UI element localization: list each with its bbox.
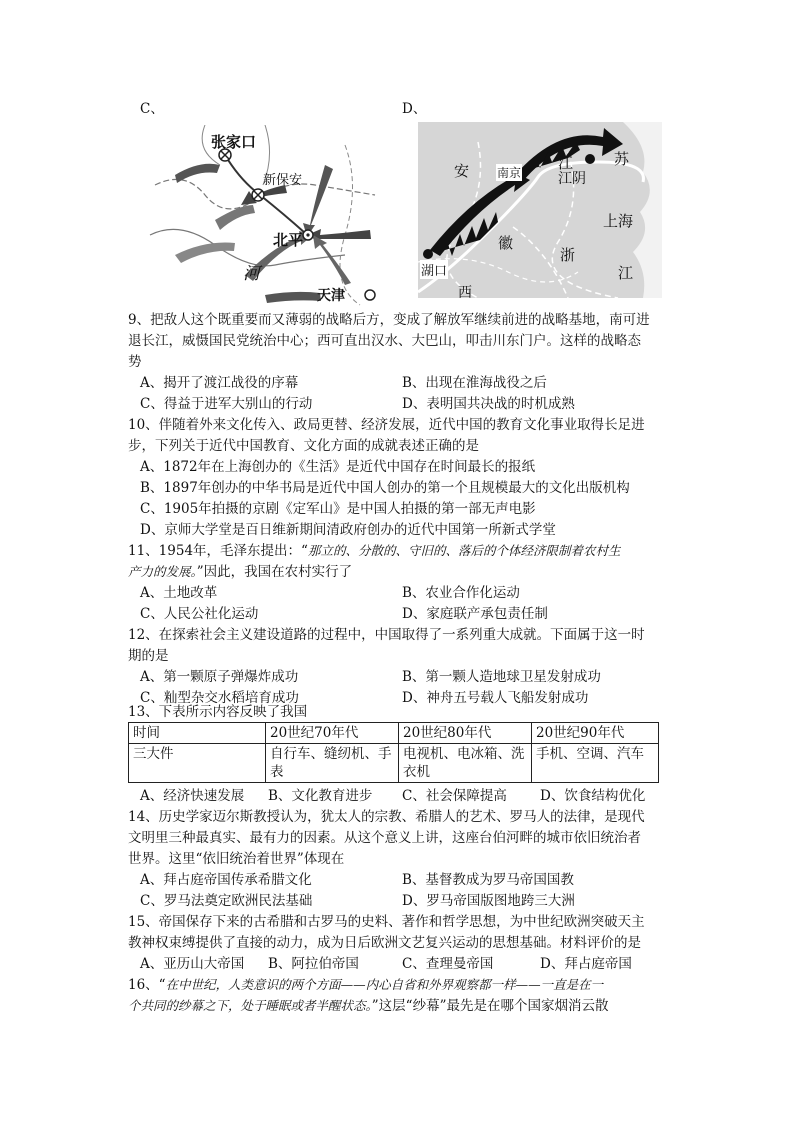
q10-option-d: D、京师大学堂是百日维新期间清政府创办的近代中国第一所新式学堂 xyxy=(140,522,556,538)
q14-line-1: 14、历史学家迈尔斯教授认为，犹太人的宗教、希腊人的艺术、罗马人的法律，是现代 xyxy=(128,809,645,825)
table-head-cell: 时间 xyxy=(129,723,266,744)
q12-option-d: D、神舟五号载人飞船发射成功 xyxy=(402,690,589,706)
table-cell: 电视机、电冰箱、洗衣机 xyxy=(399,744,532,783)
map-label-jiangyin: 江阴 xyxy=(558,171,586,187)
q11-option-c: C、人民公社化运动 xyxy=(140,606,259,622)
table-cell: 自行车、缝纫机、手表 xyxy=(266,744,399,783)
map-label-zhe: 浙 xyxy=(560,246,576,264)
table-cell: 手机、空调、汽车 xyxy=(532,744,659,783)
q15-line-1: 15、帝国保存下来的古希腊和古罗马的史料、著作和哲学思想，为中世纪欧洲突破天主 xyxy=(128,914,645,930)
q11-suffix: ”因此，我国在农村实行了 xyxy=(196,564,353,580)
map-dujiang xyxy=(418,122,662,301)
map-label-he: 河 xyxy=(243,264,260,284)
q13-option-c: C、社会保障提高 xyxy=(402,788,507,804)
q12-option-c: C、籼型杂交水稻培育成功 xyxy=(140,690,299,706)
q13-stem: 13、下表所示内容反映了我国 xyxy=(128,704,308,720)
q15-option-c: C、查理曼帝国 xyxy=(402,956,494,972)
q13-option-b: B、文化教育进步 xyxy=(268,788,373,804)
q10-line-2: 步，下列关于近代中国教育、文化方面的成就表述正确的是 xyxy=(128,438,479,454)
q16-quote-1: 在中世纪，人类意识的两个方面——内心自省和外界观察都一样——一直是在一 xyxy=(165,977,604,992)
q10-option-a: A、1872年在上海创办的《生活》是近代中国存在时间最长的报纸 xyxy=(140,459,536,475)
option-c-label: C、 xyxy=(140,101,164,117)
q9-line-1: 9、把敌人这个既重要而又薄弱的战略后方，变成了解放军继续前进的战略基地，南可进 xyxy=(128,312,650,328)
q16-line-1 xyxy=(128,976,668,994)
map-label-tianjin: 天津 xyxy=(317,288,345,304)
table-cell: 三大件 xyxy=(129,744,266,783)
q10-option-c: C、1905年拍摄的京剧《定军山》是中国人拍摄的第一部无声电影 xyxy=(140,501,536,517)
q13-option-d: D、饮食结构优化 xyxy=(540,788,646,804)
q10-option-b: B、1897年创办的中华书局是近代中国人创办的第一个且规模最大的文化出版机构 xyxy=(140,480,630,496)
q15-option-a: A、亚历山大帝国 xyxy=(140,956,245,972)
q15-option-b: B、阿拉伯帝国 xyxy=(268,956,359,972)
map-label-shanghai: 上海 xyxy=(603,212,634,230)
q15-line-2: 教神权束缚提供了直接的动力，成为日后欧洲文艺复兴运动的思想基础。材料评价的是 xyxy=(128,935,641,951)
option-d-label: D、 xyxy=(402,101,427,117)
q9-line-3: 势 xyxy=(128,354,142,370)
map-label-nanjing: 南京 xyxy=(497,166,522,180)
q16-line-2 xyxy=(128,997,668,1015)
q14-option-d: D、罗马帝国版图地跨三大洲 xyxy=(402,893,575,909)
q13-table xyxy=(128,722,659,783)
map-label-beiping: 北平 xyxy=(273,231,304,249)
table-head-cell: 20世纪90年代 xyxy=(532,723,659,744)
q12-option-b: B、第一颗人造地球卫星发射成功 xyxy=(402,669,601,685)
q11-option-d: D、家庭联产承包责任制 xyxy=(402,606,548,622)
q14-option-b: B、基督教成为罗马帝国国教 xyxy=(402,872,574,888)
q15-option-d: D、拜占庭帝国 xyxy=(540,956,632,972)
map-label-an: 安 xyxy=(454,162,470,180)
q11-prefix: 11、1954年，毛泽东提出：“ xyxy=(128,543,308,559)
q10-line-1: 10、伴随着外来文化传入、政局更替、经济发展，近代中国的教育文化事业取得长足进 xyxy=(128,417,645,433)
map-label-hukou: 湖口 xyxy=(420,260,448,279)
table-head-cell: 20世纪80年代 xyxy=(399,723,532,744)
q14-option-a: A、拜占庭帝国传承希腊文化 xyxy=(140,872,312,888)
q14-line-2: 文明里三种最真实、最有力的因素。从这个意义上讲，这座台伯河畔的城市依旧统治者 xyxy=(128,830,641,846)
q12-line-1: 12、在探索社会主义建设道路的过程中，中国取得了一系列重大成就。下面属于这一时 xyxy=(128,627,645,643)
q9-line-2: 退长江，威慑国民党统治中心；西可直出汉水、大巴山，叩击川东门户。这样的战略态 xyxy=(128,333,641,349)
map-label-jiang2: 江 xyxy=(618,264,634,282)
map-pingjin xyxy=(145,125,385,307)
q11-line-1 xyxy=(128,542,668,560)
map-label-zhangjiakou: 张家口 xyxy=(211,133,257,151)
q11-option-b: B、农业合作化运动 xyxy=(402,585,520,601)
q14-line-3: 世界。这里“依旧统治着世界”体现在 xyxy=(128,851,345,867)
q11-quote-2: 产力的发展。 xyxy=(128,564,197,579)
map-label-su: 苏 xyxy=(614,150,630,168)
map-label-xi: 西 xyxy=(458,285,472,301)
map-label-hui: 徽 xyxy=(498,234,514,252)
map-label-xinbaoan: 新保安 xyxy=(263,173,303,188)
map-pingjin-drawing xyxy=(145,125,385,307)
q14-option-c: C、罗马法奠定欧洲民法基础 xyxy=(140,893,313,909)
q12-option-a: A、第一颗原子弹爆炸成功 xyxy=(140,669,299,685)
q9-option-a: A、揭开了渡江战役的序幕 xyxy=(140,375,299,391)
map-label-jiang1: 江 xyxy=(558,154,574,172)
q9-option-c: C、得益于进军大别山的行动 xyxy=(140,396,313,412)
q12-line-2: 期的是 xyxy=(128,648,169,664)
table-row xyxy=(129,744,659,783)
q9-option-d: D、表明国共决战的时机成熟 xyxy=(402,396,575,412)
q11-quote-1: 那立的、分散的、守旧的、落后的个体经济限制着农村生 xyxy=(307,543,621,558)
q11-option-a: A、土地改革 xyxy=(140,585,218,601)
q16-quote-2: 个共同的纱幕之下，处于睡眠或者半醒状态。 xyxy=(128,998,372,1013)
q13-option-a: A、经济快速发展 xyxy=(140,788,245,804)
q16-prefix: 16、“ xyxy=(128,977,166,993)
q9-option-b: B、出现在淮海战役之后 xyxy=(402,375,547,391)
table-header-row xyxy=(129,723,659,744)
q16-suffix: ”这层“纱幕”最先是在哪个国家烟消云散 xyxy=(371,998,609,1014)
q11-line-2 xyxy=(128,563,668,581)
table-head-cell: 20世纪70年代 xyxy=(266,723,399,744)
